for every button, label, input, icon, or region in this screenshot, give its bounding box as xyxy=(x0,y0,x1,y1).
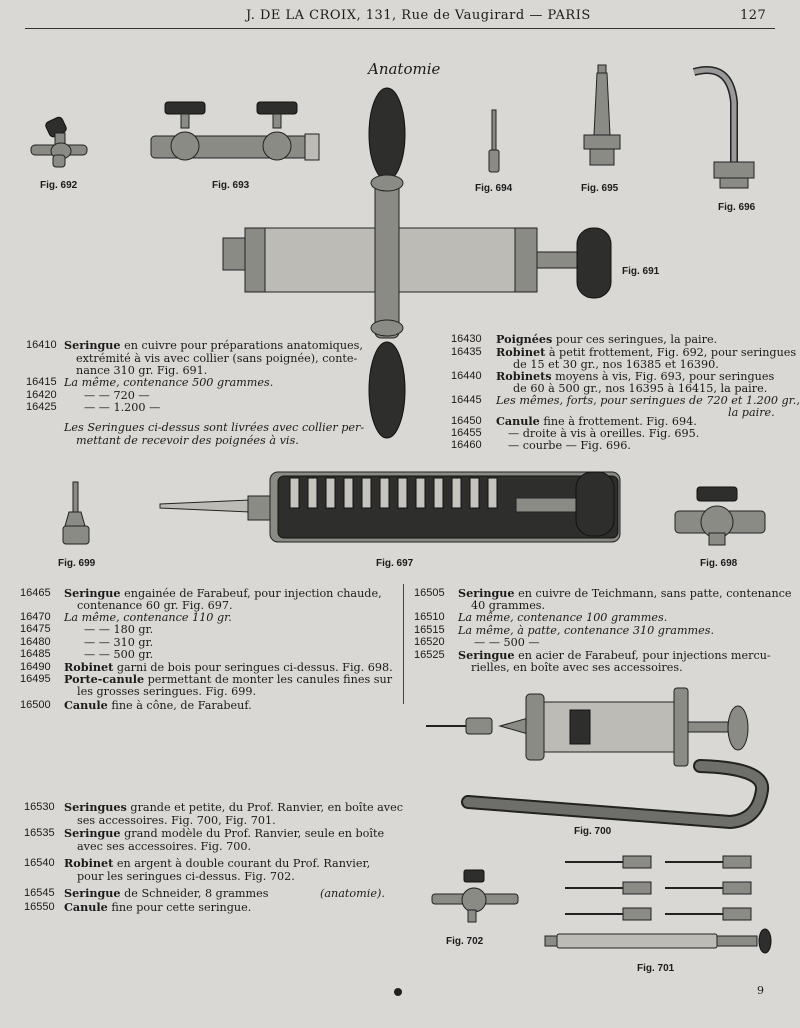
item-number: 16430 xyxy=(451,333,482,345)
fig-701-label: Fig. 701 xyxy=(637,963,675,974)
item-line: La même, à patte, contenance 310 grammes. xyxy=(458,624,715,637)
item-line: Seringue engainée de Farabeuf, pour injection chaude, xyxy=(64,586,382,600)
item-line: Seringues grande et petite, du Prof. Ranvier, en boîte avec xyxy=(64,800,403,814)
item-line: Canule fine pour cette seringue. xyxy=(64,900,252,914)
section-title: Anatomie xyxy=(368,60,441,78)
item-line: 40 grammes. xyxy=(471,599,546,612)
item-line: extrémité à vis avec collier (sans poignée), conte- xyxy=(76,352,358,365)
item-name: Seringue xyxy=(64,338,121,352)
item-line: Seringue en acier de Farabeuf, pour injections mercu- xyxy=(458,648,771,662)
item-line: — courbe — Fig. 696. xyxy=(508,439,631,452)
stopcock-692-illustration xyxy=(25,115,95,175)
item-line: nance 310 gr. Fig. 691. xyxy=(76,364,208,377)
item-number: 16465 xyxy=(20,587,51,599)
item-line: la paire. xyxy=(728,406,775,419)
decorative-dot xyxy=(394,988,402,996)
item-line: Robinets moyens à vis, Fig. 693, pour seringues xyxy=(496,369,775,383)
footer-number: 9 xyxy=(757,984,764,997)
item-number: 16515 xyxy=(414,624,445,636)
item-line: Canule fine à frottement. Fig. 694. xyxy=(496,414,697,428)
item-line: Robinet en argent à double courant du Prof. Ranvier, xyxy=(64,856,371,870)
note-line: mettant de recevoir des poignées à vis. xyxy=(76,434,299,447)
item-line: pour les seringues ci-dessus. Fig. 702. xyxy=(77,870,295,883)
page-header-title: J. DE LA CROIX, 131, Rue de Vaugirard — PARIS xyxy=(246,8,591,23)
item-number: 16410 xyxy=(26,339,57,351)
fig-692-label: Fig. 692 xyxy=(40,180,78,191)
item-line: — — 180 gr. xyxy=(84,623,154,636)
item-line: Seringue grand modèle du Prof. Ranvier, seule en boîte xyxy=(64,826,385,840)
item-line: Les mêmes, forts, pour seringues de 720 et 1.200 gr., xyxy=(496,394,800,407)
header-rule xyxy=(25,28,775,29)
item-number: 16550 xyxy=(24,901,55,913)
item-number: 16525 xyxy=(414,649,445,661)
item-line: avec ses accessoires. Fig. 700. xyxy=(77,840,252,853)
ranvier-syringe-700-illustration xyxy=(420,680,775,830)
fig-698-label: Fig. 698 xyxy=(700,558,738,569)
item-line: — — 500 gr. xyxy=(84,648,154,661)
item-number: 16505 xyxy=(414,587,445,599)
fig-694-label: Fig. 694 xyxy=(475,183,513,194)
item-line: de 60 à 500 gr., nos 16395 à 16415, la paire. xyxy=(513,382,768,395)
item-line: ses accessoires. Fig. 700, Fig. 701. xyxy=(77,814,276,827)
item-line: La même, contenance 500 grammes. xyxy=(64,376,274,389)
item-number: 16485 xyxy=(20,648,51,660)
curved-cannula-696-illustration xyxy=(690,62,770,192)
item-number: 16435 xyxy=(451,346,482,358)
note-line: Les Seringues ci-dessus sont livrées avec collier per- xyxy=(64,421,365,434)
fig-702-label: Fig. 702 xyxy=(446,936,484,947)
item-number: 16440 xyxy=(451,370,482,382)
item-number: 16425 xyxy=(26,401,57,413)
item-line: La même, contenance 100 grammes. xyxy=(458,611,668,624)
fig-696-label: Fig. 696 xyxy=(718,202,756,213)
item-number: 16545 xyxy=(24,887,55,899)
item-number: 16520 xyxy=(414,636,445,648)
item-number: 16510 xyxy=(414,611,445,623)
item-number: 16420 xyxy=(26,389,57,401)
fig-700-label: Fig. 700 xyxy=(574,826,612,837)
item-number: 16415 xyxy=(26,376,57,388)
item-line: — — 1.200 — xyxy=(84,401,161,414)
page-number: 127 xyxy=(740,8,767,23)
item-number: 16475 xyxy=(20,623,51,635)
item-line: — droite à vis à oreilles. Fig. 695. xyxy=(508,427,700,440)
item-line: La même, contenance 110 gr. xyxy=(64,611,232,624)
fig-691-label: Fig. 691 xyxy=(622,266,660,277)
item-line: les grosses seringues. Fig. 699. xyxy=(77,685,256,698)
item-number: 16490 xyxy=(20,661,51,673)
item-line: — — 720 — xyxy=(84,389,150,402)
small-syringe-set-701-illustration xyxy=(545,850,775,960)
farabeuf-syringe-697-illustration xyxy=(160,468,635,548)
item-number: 16530 xyxy=(24,801,55,813)
fig-693-label: Fig. 693 xyxy=(212,180,250,191)
item-number: 16540 xyxy=(24,857,55,869)
stopcock-698-illustration xyxy=(675,485,770,550)
fig-699-label: Fig. 699 xyxy=(58,558,96,569)
item-number: 16480 xyxy=(20,636,51,648)
item-number: 16445 xyxy=(451,394,482,406)
item-line: Canule fine à cône, de Farabeuf. xyxy=(64,698,252,712)
anatomie-note: (anatomie). xyxy=(320,887,385,900)
item-number: 16535 xyxy=(24,827,55,839)
item-number: 16495 xyxy=(20,673,51,685)
cannula-holder-699-illustration xyxy=(55,482,95,552)
item-line: Robinet garni de bois pour seringues ci-dessus. Fig. 698. xyxy=(64,660,393,674)
double-stopcock-702-illustration xyxy=(430,870,520,925)
fig-697-label: Fig. 697 xyxy=(376,558,414,569)
item-line: — — 500 — xyxy=(474,636,540,649)
item-line: rielles, en boîte avec ses accessoires. xyxy=(471,661,683,674)
fig-695-label: Fig. 695 xyxy=(581,183,619,194)
item-number: 16450 xyxy=(451,415,482,427)
item-number: 16500 xyxy=(20,699,51,711)
item-line: Porte-canule permettant de monter les canules fines sur xyxy=(64,672,393,686)
item-line: Seringue en cuivre de Teichmann, sans patte, contenance xyxy=(458,586,792,600)
item-line: Poignées pour ces seringues, la paire. xyxy=(496,332,718,346)
item-number: 16455 xyxy=(451,427,482,439)
column-divider xyxy=(403,584,404,704)
item-line: Seringue de Schneider, 8 grammes xyxy=(64,886,269,900)
item-line: de 15 et 30 gr., nos 16385 et 16390. xyxy=(513,358,719,371)
item-number: 16460 xyxy=(451,439,482,451)
item-text: en cuivre pour préparations anatomiques, xyxy=(120,339,363,352)
item-number: 16470 xyxy=(20,611,51,623)
item-line: — — 310 gr. xyxy=(84,636,154,649)
item-line: contenance 60 gr. Fig. 697. xyxy=(77,599,233,612)
item-line xyxy=(64,339,363,352)
item-line: Robinet à petit frottement, Fig. 692, pour seringues xyxy=(496,345,797,359)
